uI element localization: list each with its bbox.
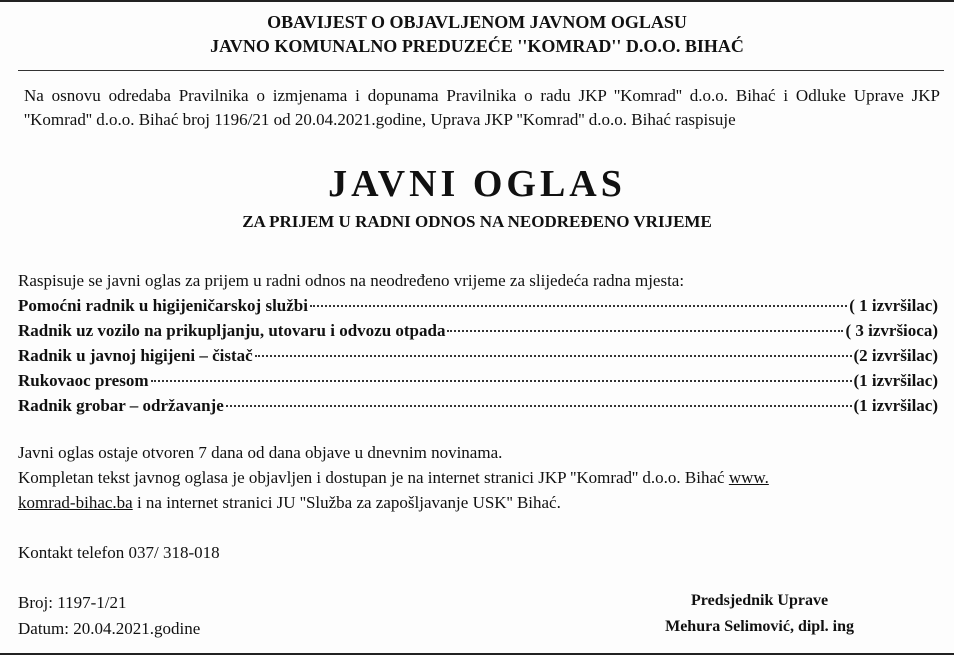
fulltext-part-1: Kompletan tekst javnog oglasa je objavljen i dostupan je na internet stranici JKP ''Komrad'' d.o.o. Bihać bbox=[18, 468, 729, 487]
job-name: Pomoćni radnik u higijeničarskoj službi bbox=[18, 296, 308, 315]
intro-paragraph: Na osnovu odredaba Pravilnika o izmjenama i dopunama Pravilnika o radu JKP ''Komrad'' d.o.o. Bihać i Odluke Uprave JKP ''Komrad'' d.o.o. Bihać broj 1196/21 od 20.04.2021.godine, Uprava JKP ''Komrad'' d.o.o. Bihać raspisuje bbox=[24, 86, 940, 129]
list-item bbox=[18, 368, 938, 393]
job-name: Radnik grobar – održavanje bbox=[18, 396, 224, 415]
job-list bbox=[18, 293, 938, 418]
contact-phone: Kontakt telefon 037/ 318-018 bbox=[18, 543, 220, 562]
header bbox=[0, 10, 954, 58]
job-count: (1 izvršilac) bbox=[853, 396, 938, 415]
fulltext-part-2: i na internet stranici JU ''Služba za zapošljavanje USK'' Bihać. bbox=[132, 493, 561, 512]
job-count: ( 1 izvršilac) bbox=[849, 296, 938, 315]
header-line-1: OBAVIJEST O OBJAVLJENOM JAVNOM OGLASU bbox=[267, 12, 687, 32]
dot-leader bbox=[226, 405, 852, 407]
list-item bbox=[18, 318, 938, 343]
website-link-part-2[interactable]: komrad-bihac.ba bbox=[18, 493, 133, 512]
signatory-role: Predsjednik Uprave bbox=[691, 592, 829, 609]
fulltext-paragraph bbox=[18, 465, 938, 515]
list-item bbox=[18, 343, 938, 368]
list-item bbox=[18, 293, 938, 318]
dot-leader bbox=[310, 305, 847, 307]
job-count: (1 izvršilac) bbox=[853, 371, 938, 390]
header-line-2: JAVNO KOMUNALNO PREDUZEĆE ''KOMRAD'' D.O.O. BIHAĆ bbox=[210, 36, 744, 56]
divider bbox=[18, 70, 944, 71]
signature-block bbox=[665, 588, 854, 640]
job-count: (2 izvršilac) bbox=[853, 346, 938, 365]
job-count: ( 3 izvršioca) bbox=[845, 321, 938, 340]
lead-text: Raspisuje se javni oglas za prijem u radni odnos na neodređeno vrijeme za slijedeća radna mjesta: bbox=[18, 271, 685, 290]
dot-leader bbox=[447, 330, 843, 332]
dot-leader bbox=[151, 380, 852, 382]
signatory-name: Mehura Selimović, dipl. ing bbox=[665, 618, 854, 635]
job-name: Radnik u javnoj higijeni – čistač bbox=[18, 346, 253, 365]
reference-number: Broj: 1197-1/21 bbox=[18, 593, 127, 612]
website-link-part-1[interactable]: www. bbox=[728, 468, 769, 487]
open-period-text: Javni oglas ostaje otvoren 7 dana od dana objave u dnevnim novinama. bbox=[18, 443, 503, 462]
reference-block bbox=[18, 590, 200, 642]
page-subtitle: ZA PRIJEM U RADNI ODNOS NA NEODREĐENO VRIJEME bbox=[242, 212, 712, 231]
job-name: Rukovaoc presom bbox=[18, 371, 149, 390]
list-item bbox=[18, 393, 938, 418]
page-title: JAVNI OGLAS bbox=[328, 163, 626, 205]
reference-date: Datum: 20.04.2021.godine bbox=[18, 619, 201, 638]
dot-leader bbox=[255, 355, 852, 357]
job-name: Radnik uz vozilo na prikupljanju, utovaru i odvozu otpada bbox=[18, 321, 446, 340]
